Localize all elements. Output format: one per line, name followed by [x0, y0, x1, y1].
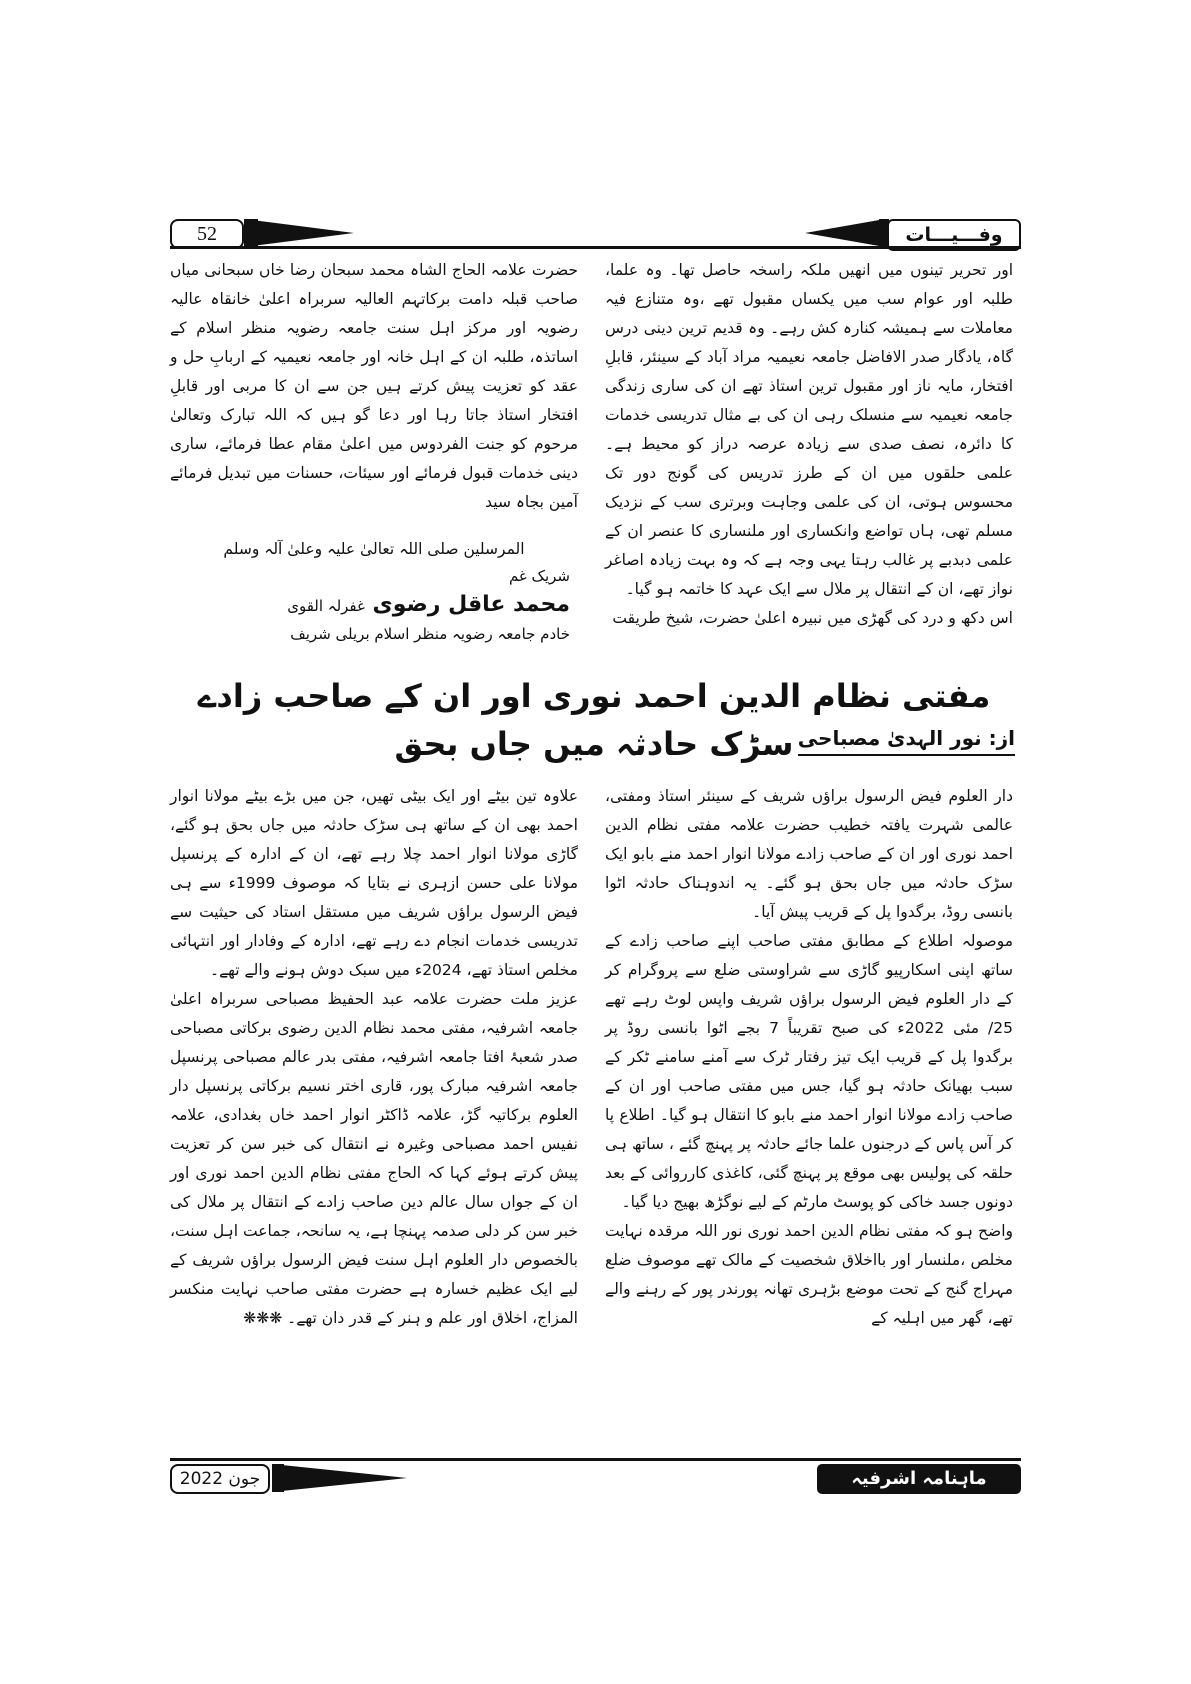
article-byline — [590, 726, 1015, 750]
page-number: 52 — [170, 219, 244, 249]
paragraph: عزیز ملت حضرت علامہ عبد الحفیظ مصباحی سربراہ اعلیٰ جامعہ اشرفیہ، مفتی محمد نظام الدین رضوی برکاتی مصباحی صدر شعبۂ افتا جامعہ اشرفیہ، مفتی بدر عالم مصباحی پرنسپل جامعہ اشرفیہ مبارک پور، قاری اختر نسیم برکاتی پرنسپل دار العلوم برکاتیہ گڑ، علامہ ڈاکٹر انوار احمد خاں بغدادی، علامہ نفیس احمد مصباحی وغیرہ نے انتقال کی خبر سن کر تعزیت پیش کرتے ہوئے کہا کہ الحاج مفتی نظام الدین احمد نوری اور ان کے جواں سال عالم دین صاحب زادے کے انتقال پر ملال کی خبر سن کر دلی صدمہ پہنچا ہے، یہ سانحہ، جماعت اہل سنت، بالخصوص دار العلوم اہل سنت فیض الرسول براؤں شریف کے لیے ایک عظیم خسارہ ہے حضرت مفتی صاحب نہایت منکسر المزاج، اخلاق اور علم و ہنر کے قدر دان تھے۔ ❋❋❋ — [170, 990, 578, 1327]
article-left-column — [170, 782, 578, 1333]
paragraph: اور تحریر تینوں میں انھیں ملکہ راسخہ حاصل تھا۔ وہ علما، طلبہ اور عوام سب میں یکساں مقبول تھے ،وہ متنازع فیہ معاملات سے ہمیشہ کنارہ کش رہے۔ وہ قدیم ترین دینی درس گاہ، یادگار صدر الافاضل جامعہ نعیمیہ مراد آباد کے سینئر، قابلِ افتخار، مایہ ناز اور مقبول ترین استاذ تھے ان کی ساری زندگی جامعہ نعیمیہ سے منسلک رہی ان کی بے مثال تدریسی خدمات کا دائرہ، نصف صدی سے زیادہ عرصہ دراز کو محیط ہے۔ علمی حلقوں میں ان کے طرز تدریس کی گونج دور تک محسوس ہوتی، ان کی علمی وجاہت وبرتری سب کے نزدیک مسلم تھی، ہاں تواضع وانکساری اور ملنساری کا عنصر ان کے علمی دبدبے پر غالب رہتا یہی وجہ ہے کہ وہ بہت زیادہ اصاغر نواز تھے، ان کے انتقال پر ملال سے ایک عہد کا خاتمہ ہو گیا۔ — [605, 261, 1013, 598]
paragraph: دار العلوم فیض الرسول براؤں شریف کے سینئر استاذ ومفتی، عالمی شہرت یافتہ خطیب حضرت علامہ مفتی نظام الدین احمد نوری اور ان کے صاحب زادے مولانا انوار احمد منے بابو ایک سڑک حادثہ میں جاں بحق ہو گئے۔ یہ اندوہناک حادثہ اٹوا بانسی روڈ، برگدوا پل کے قریب پیش آیا۔ — [605, 787, 1013, 921]
byline-text: از: نور الہدیٰ مصباحی — [798, 726, 1015, 756]
top-left-column — [170, 256, 578, 517]
closing-prayer: المرسلین صلی اللہ تعالیٰ علیہ وعلیٰ آلہ وسلم — [223, 540, 525, 558]
paragraph: اس دکھ و درد کی گھڑی میں نبیرہ اعلیٰ حضرت، شیخ طریقت — [612, 609, 1013, 627]
section-title: وفـــیـــات — [887, 219, 1021, 251]
signature-name-text: محمد عاقل رضوی — [372, 592, 570, 617]
paragraph: علاوہ تین بیٹے اور ایک بیٹی تھیں، جن میں بڑے بیٹے مولانا انوار احمد بھی ان کے ساتھ ہی سڑک حادثہ میں جاں بحق ہو گئے، گاڑی مولانا انوار احمد چلا رہے تھے، ان کے ادارہ کے پرنسپل مولانا علی حسن ازہری نے بتایا کہ موصوف 1999ء سے ہی فیض الرسول براؤں شریف میں مستقل استاد کی حیثیت سے تدریسی خدمات انجام دے رہے تھے، ادارہ کے وفادار اور انتہائی مخلص استاذ تھے، 2024ء میں سبک دوش ہونے والے تھے۔ — [170, 787, 578, 979]
header-right-wedge — [805, 219, 885, 247]
paragraph: واضح ہو کہ مفتی نظام الدین احمد نوری نور اللہ مرقدہ نہایت مخلص ،ملنسار اور بااخلاق شخصیت کے مالک تھے موصوف ضلع مہراج گنج کے تحت موضع بڑہری تھانہ پورندر پور کے رہنے والے تھے، گھر میں اہلیہ کے — [605, 1222, 1013, 1327]
header-left-wedge — [244, 219, 354, 247]
issue-date: جون 2022 — [170, 1464, 270, 1494]
article-headline: مفتی نظام الدین احمد نوری اور ان کے صاحب زادے سڑک حادثہ میں جاں بحق — [197, 677, 991, 763]
signature-role: شریک غم — [508, 567, 570, 585]
magazine-name: ماہنامہ اشرفیہ — [817, 1464, 1021, 1494]
footer-left-wedge — [272, 1464, 407, 1492]
header-rule — [170, 246, 1021, 249]
footer-rule — [170, 1458, 1021, 1461]
top-right-column — [605, 256, 1013, 633]
signature-title: خادم جامعہ رضویہ منظر اسلام بریلی شریف — [290, 625, 570, 643]
signature-suffix: غفرلہ القوی — [287, 597, 365, 615]
article-right-column — [605, 782, 1013, 1333]
paragraph: موصولہ اطلاع کے مطابق مفتی صاحب اپنے صاحب زادے کے ساتھ اپنی اسکارپیو گاڑی سے شراوستی ضلع سے پروگرام کر کے دار العلوم فیض الرسول براؤں شریف واپس لوٹ رہے تھے 25/ مئی 2022ء کی صبح تقریباً 7 بجے اٹوا بانسی روڈ پر برگدوا پل کے قریب ایک تیز رفتار ٹرک سے آمنے سامنے ٹکر کے سبب بھیانک حادثہ ہو گیا، جس میں مفتی صاحب اور ان کے صاحب زادے مولانا انوار احمد منے بابو کا انتقال ہو گیا۔ اطلاع پا کر آس پاس کے درجنوں علما جائے حادثہ پر پہنچ گئے ، ساتھ ہی حلقہ کی پولیس بھی موقع پر پہنچ گئی، کاغذی کارروائی کے بعد دونوں جسد خاکی کو پوسٹ مارٹم کے لیے نوگڑھ بھیج دیا گیا۔ — [605, 932, 1014, 1211]
paragraph: حضرت علامہ الحاج الشاہ محمد سبحان رضا خاں سبحانی میاں صاحب قبلہ دامت برکاتہم العالیہ سربراہ اعلیٰ خانقاہ عالیہ رضویہ اور مرکز اہل سنت جامعہ رضویہ منظر اسلام کے اساتذہ، طلبہ ان کے اہل خانہ اور جامعہ نعیمیہ کے اربابِ حل و عقد کو تعزیت پیش کرتے ہیں جن سے ان کا مربی اور قابلِ افتخار استاذ جاتا رہا اور دعا گو ہیں کہ اللہ تبارک وتعالیٰ مرحوم کو جنت الفردوس میں اعلیٰ مقام عطا فرمائے، ساری دینی خدمات قبول فرمائے اور سیئات، حسنات میں تبدیل فرمائے آمین بجاہ سید — [170, 261, 578, 511]
signature-name — [170, 592, 570, 617]
